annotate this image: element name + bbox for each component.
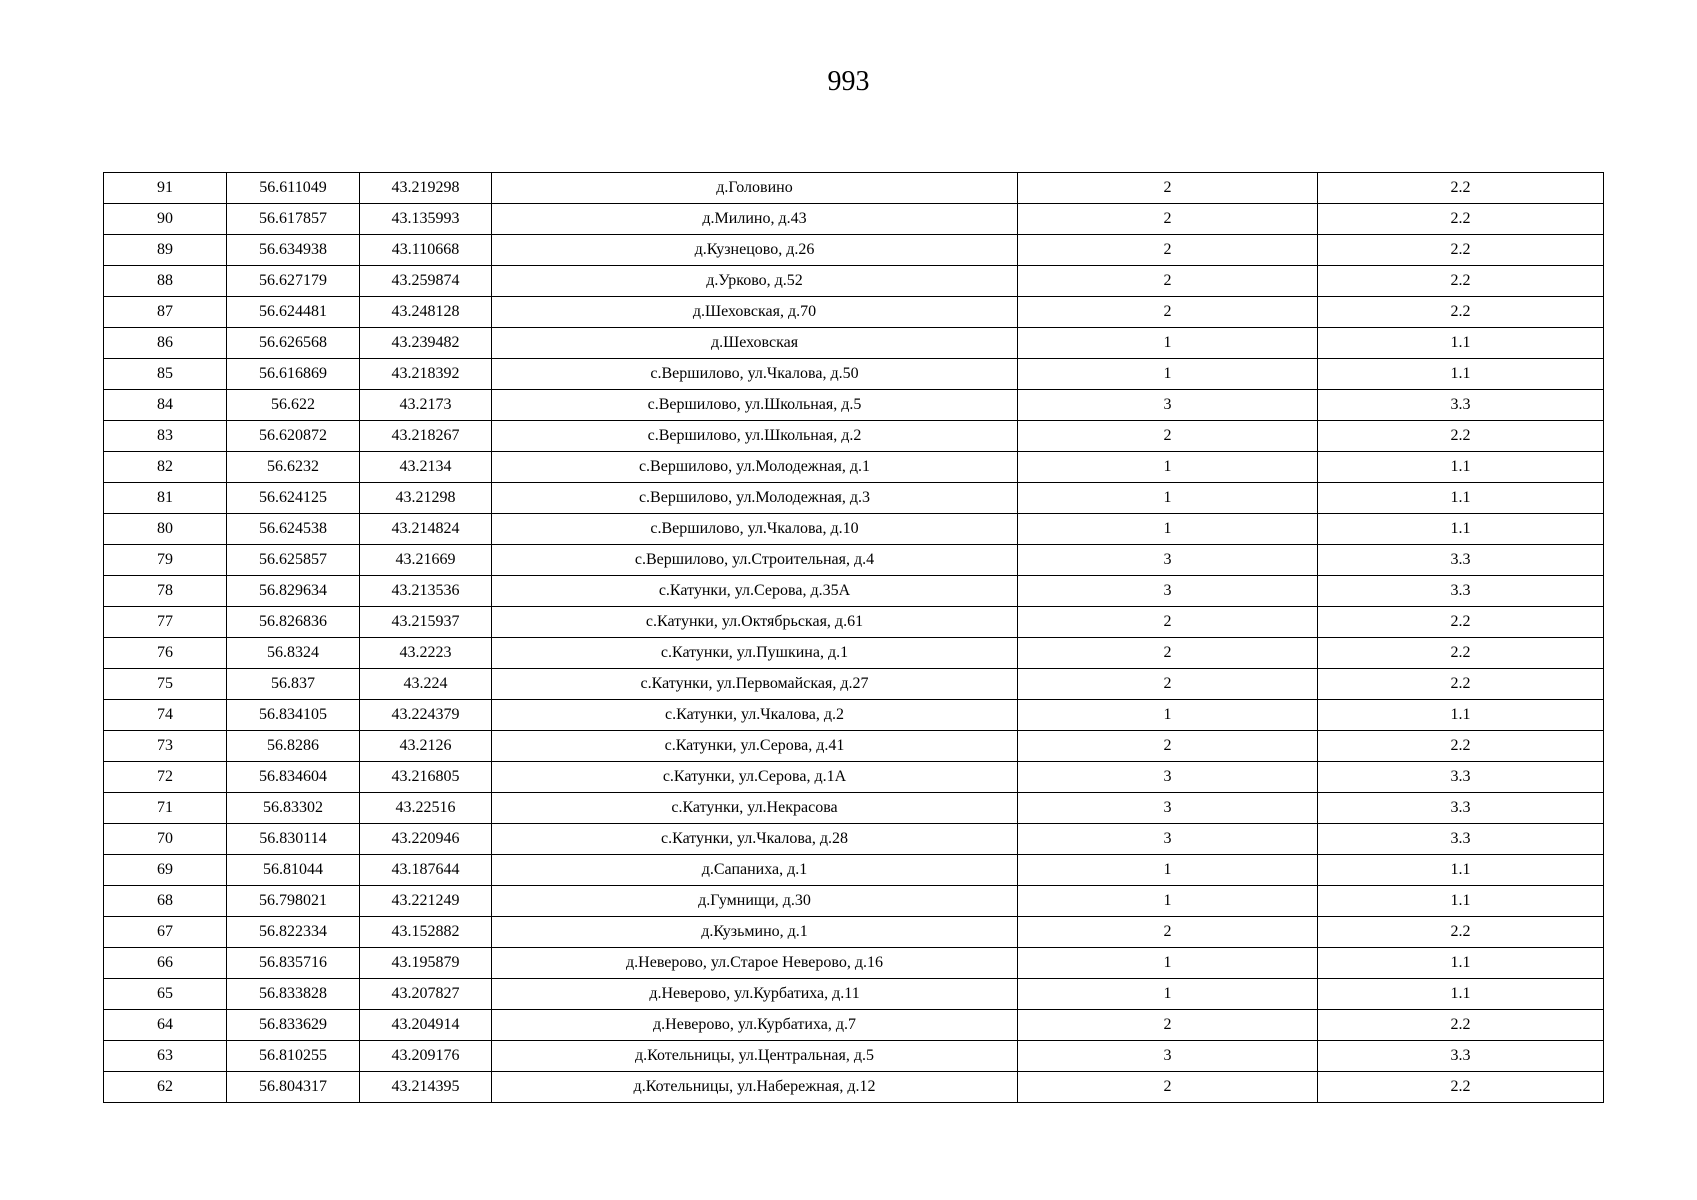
latitude-cell: 56.834105 [227,700,360,731]
count-cell: 3 [1018,1041,1318,1072]
table-row [104,266,1604,297]
value-cell: 1.1 [1318,328,1604,359]
latitude-cell: 56.829634 [227,576,360,607]
value-cell: 1.1 [1318,979,1604,1010]
row-number-cell: 79 [104,545,227,576]
value-cell: 3.3 [1318,545,1604,576]
row-number-cell: 63 [104,1041,227,1072]
count-cell: 1 [1018,452,1318,483]
table-row [104,948,1604,979]
longitude-cell: 43.135993 [360,204,492,235]
address-cell: с.Катунки, ул.Первомайская, д.27 [492,669,1018,700]
latitude-cell: 56.634938 [227,235,360,266]
count-cell: 2 [1018,638,1318,669]
longitude-cell: 43.21298 [360,483,492,514]
longitude-cell: 43.224379 [360,700,492,731]
row-number-cell: 62 [104,1072,227,1103]
count-cell: 2 [1018,1072,1318,1103]
longitude-cell: 43.218392 [360,359,492,390]
data-table [103,172,1604,1103]
table-row [104,638,1604,669]
table-row [104,173,1604,204]
row-number-cell: 91 [104,173,227,204]
row-number-cell: 82 [104,452,227,483]
count-cell: 1 [1018,514,1318,545]
table-row [104,359,1604,390]
value-cell: 2.2 [1318,421,1604,452]
latitude-cell: 56.6232 [227,452,360,483]
table-row [104,1010,1604,1041]
value-cell: 2.2 [1318,204,1604,235]
row-number-cell: 81 [104,483,227,514]
table-row [104,235,1604,266]
latitude-cell: 56.625857 [227,545,360,576]
value-cell: 3.3 [1318,390,1604,421]
table-row [104,731,1604,762]
count-cell: 2 [1018,669,1318,700]
table-row [104,483,1604,514]
value-cell: 3.3 [1318,762,1604,793]
address-cell: д.Котельницы, ул.Центральная, д.5 [492,1041,1018,1072]
latitude-cell: 56.837 [227,669,360,700]
count-cell: 1 [1018,948,1318,979]
value-cell: 2.2 [1318,235,1604,266]
value-cell: 2.2 [1318,1010,1604,1041]
row-number-cell: 74 [104,700,227,731]
longitude-cell: 43.22516 [360,793,492,824]
address-cell: с.Вершилово, ул.Чкалова, д.10 [492,514,1018,545]
table-row [104,607,1604,638]
latitude-cell: 56.624481 [227,297,360,328]
table-row [104,297,1604,328]
row-number-cell: 65 [104,979,227,1010]
latitude-cell: 56.622 [227,390,360,421]
address-cell: д.Милино, д.43 [492,204,1018,235]
longitude-cell: 43.214824 [360,514,492,545]
value-cell: 1.1 [1318,514,1604,545]
longitude-cell: 43.214395 [360,1072,492,1103]
row-number-cell: 80 [104,514,227,545]
row-number-cell: 84 [104,390,227,421]
count-cell: 2 [1018,1010,1318,1041]
table-row [104,917,1604,948]
count-cell: 2 [1018,235,1318,266]
longitude-cell: 43.2126 [360,731,492,762]
latitude-cell: 56.822334 [227,917,360,948]
value-cell: 2.2 [1318,669,1604,700]
count-cell: 2 [1018,297,1318,328]
count-cell: 1 [1018,886,1318,917]
row-number-cell: 76 [104,638,227,669]
latitude-cell: 56.826836 [227,607,360,638]
longitude-cell: 43.224 [360,669,492,700]
longitude-cell: 43.221249 [360,886,492,917]
latitude-cell: 56.833828 [227,979,360,1010]
value-cell: 1.1 [1318,948,1604,979]
longitude-cell: 43.110668 [360,235,492,266]
address-cell: д.Шеховская [492,328,1018,359]
value-cell: 2.2 [1318,173,1604,204]
table-row [104,700,1604,731]
longitude-cell: 43.207827 [360,979,492,1010]
latitude-cell: 56.627179 [227,266,360,297]
value-cell: 2.2 [1318,1072,1604,1103]
longitude-cell: 43.2134 [360,452,492,483]
address-cell: с.Катунки, ул.Серова, д.35А [492,576,1018,607]
latitude-cell: 56.611049 [227,173,360,204]
address-cell: с.Вершилово, ул.Чкалова, д.50 [492,359,1018,390]
address-cell: с.Катунки, ул.Серова, д.1А [492,762,1018,793]
table-row [104,886,1604,917]
longitude-cell: 43.248128 [360,297,492,328]
count-cell: 3 [1018,824,1318,855]
latitude-cell: 56.616869 [227,359,360,390]
longitude-cell: 43.259874 [360,266,492,297]
row-number-cell: 71 [104,793,227,824]
row-number-cell: 83 [104,421,227,452]
value-cell: 1.1 [1318,483,1604,514]
row-number-cell: 89 [104,235,227,266]
latitude-cell: 56.626568 [227,328,360,359]
row-number-cell: 72 [104,762,227,793]
count-cell: 2 [1018,917,1318,948]
address-cell: д.Головино [492,173,1018,204]
count-cell: 2 [1018,204,1318,235]
table-row [104,855,1604,886]
page-number: 993 [827,66,870,97]
count-cell: 3 [1018,576,1318,607]
table-row [104,452,1604,483]
address-cell: д.Гумнищи, д.30 [492,886,1018,917]
address-cell: с.Вершилово, ул.Школьная, д.5 [492,390,1018,421]
latitude-cell: 56.8324 [227,638,360,669]
value-cell: 1.1 [1318,359,1604,390]
table-row [104,545,1604,576]
longitude-cell: 43.2223 [360,638,492,669]
latitude-cell: 56.833629 [227,1010,360,1041]
latitude-cell: 56.835716 [227,948,360,979]
row-number-cell: 86 [104,328,227,359]
value-cell: 3.3 [1318,1041,1604,1072]
address-cell: д.Шеховская, д.70 [492,297,1018,328]
latitude-cell: 56.8286 [227,731,360,762]
longitude-cell: 43.213536 [360,576,492,607]
row-number-cell: 70 [104,824,227,855]
latitude-cell: 56.624125 [227,483,360,514]
count-cell: 3 [1018,390,1318,421]
count-cell: 2 [1018,731,1318,762]
count-cell: 3 [1018,793,1318,824]
value-cell: 2.2 [1318,917,1604,948]
latitude-cell: 56.620872 [227,421,360,452]
table-row [104,514,1604,545]
latitude-cell: 56.810255 [227,1041,360,1072]
table-row [104,793,1604,824]
address-cell: с.Вершилово, ул.Молодежная, д.1 [492,452,1018,483]
longitude-cell: 43.187644 [360,855,492,886]
row-number-cell: 64 [104,1010,227,1041]
row-number-cell: 67 [104,917,227,948]
row-number-cell: 88 [104,266,227,297]
latitude-cell: 56.624538 [227,514,360,545]
address-cell: д.Котельницы, ул.Набережная, д.12 [492,1072,1018,1103]
longitude-cell: 43.218267 [360,421,492,452]
row-number-cell: 66 [104,948,227,979]
address-cell: с.Катунки, ул.Октябрьская, д.61 [492,607,1018,638]
address-cell: д.Неверово, ул.Старое Неверово, д.16 [492,948,1018,979]
latitude-cell: 56.617857 [227,204,360,235]
value-cell: 1.1 [1318,452,1604,483]
value-cell: 1.1 [1318,855,1604,886]
longitude-cell: 43.215937 [360,607,492,638]
longitude-cell: 43.219298 [360,173,492,204]
latitude-cell: 56.83302 [227,793,360,824]
count-cell: 2 [1018,607,1318,638]
table-row [104,421,1604,452]
count-cell: 1 [1018,700,1318,731]
address-cell: с.Вершилово, ул.Молодежная, д.3 [492,483,1018,514]
row-number-cell: 77 [104,607,227,638]
count-cell: 2 [1018,421,1318,452]
table-row [104,390,1604,421]
address-cell: д.Неверово, ул.Курбатиха, д.11 [492,979,1018,1010]
longitude-cell: 43.239482 [360,328,492,359]
longitude-cell: 43.2173 [360,390,492,421]
latitude-cell: 56.81044 [227,855,360,886]
value-cell: 1.1 [1318,700,1604,731]
latitude-cell: 56.798021 [227,886,360,917]
count-cell: 1 [1018,979,1318,1010]
value-cell: 3.3 [1318,576,1604,607]
table-row [104,328,1604,359]
table-row [104,669,1604,700]
address-cell: с.Катунки, ул.Некрасова [492,793,1018,824]
value-cell: 2.2 [1318,638,1604,669]
row-number-cell: 73 [104,731,227,762]
address-cell: д.Неверово, ул.Курбатиха, д.7 [492,1010,1018,1041]
value-cell: 3.3 [1318,824,1604,855]
count-cell: 2 [1018,266,1318,297]
address-cell: д.Кузьмино, д.1 [492,917,1018,948]
value-cell: 2.2 [1318,297,1604,328]
row-number-cell: 75 [104,669,227,700]
address-cell: с.Катунки, ул.Чкалова, д.2 [492,700,1018,731]
longitude-cell: 43.209176 [360,1041,492,1072]
row-number-cell: 68 [104,886,227,917]
count-cell: 2 [1018,173,1318,204]
address-cell: с.Катунки, ул.Пушкина, д.1 [492,638,1018,669]
table-body [104,173,1604,1103]
row-number-cell: 85 [104,359,227,390]
address-cell: с.Вершилово, ул.Строительная, д.4 [492,545,1018,576]
address-cell: д.Кузнецово, д.26 [492,235,1018,266]
count-cell: 3 [1018,762,1318,793]
address-cell: д.Урково, д.52 [492,266,1018,297]
table-row [104,204,1604,235]
longitude-cell: 43.216805 [360,762,492,793]
value-cell: 2.2 [1318,607,1604,638]
table-row [104,1072,1604,1103]
table-row [104,979,1604,1010]
longitude-cell: 43.152882 [360,917,492,948]
value-cell: 1.1 [1318,886,1604,917]
count-cell: 1 [1018,359,1318,390]
row-number-cell: 90 [104,204,227,235]
latitude-cell: 56.834604 [227,762,360,793]
address-cell: д.Сапаниха, д.1 [492,855,1018,886]
longitude-cell: 43.204914 [360,1010,492,1041]
row-number-cell: 69 [104,855,227,886]
table-row [104,1041,1604,1072]
count-cell: 1 [1018,855,1318,886]
latitude-cell: 56.804317 [227,1072,360,1103]
count-cell: 1 [1018,328,1318,359]
address-cell: с.Катунки, ул.Серова, д.41 [492,731,1018,762]
longitude-cell: 43.195879 [360,948,492,979]
table-row [104,576,1604,607]
table-row [104,824,1604,855]
row-number-cell: 87 [104,297,227,328]
address-cell: с.Катунки, ул.Чкалова, д.28 [492,824,1018,855]
count-cell: 3 [1018,545,1318,576]
address-cell: с.Вершилово, ул.Школьная, д.2 [492,421,1018,452]
count-cell: 1 [1018,483,1318,514]
value-cell: 3.3 [1318,793,1604,824]
value-cell: 2.2 [1318,731,1604,762]
longitude-cell: 43.220946 [360,824,492,855]
table-row [104,762,1604,793]
row-number-cell: 78 [104,576,227,607]
latitude-cell: 56.830114 [227,824,360,855]
longitude-cell: 43.21669 [360,545,492,576]
value-cell: 2.2 [1318,266,1604,297]
